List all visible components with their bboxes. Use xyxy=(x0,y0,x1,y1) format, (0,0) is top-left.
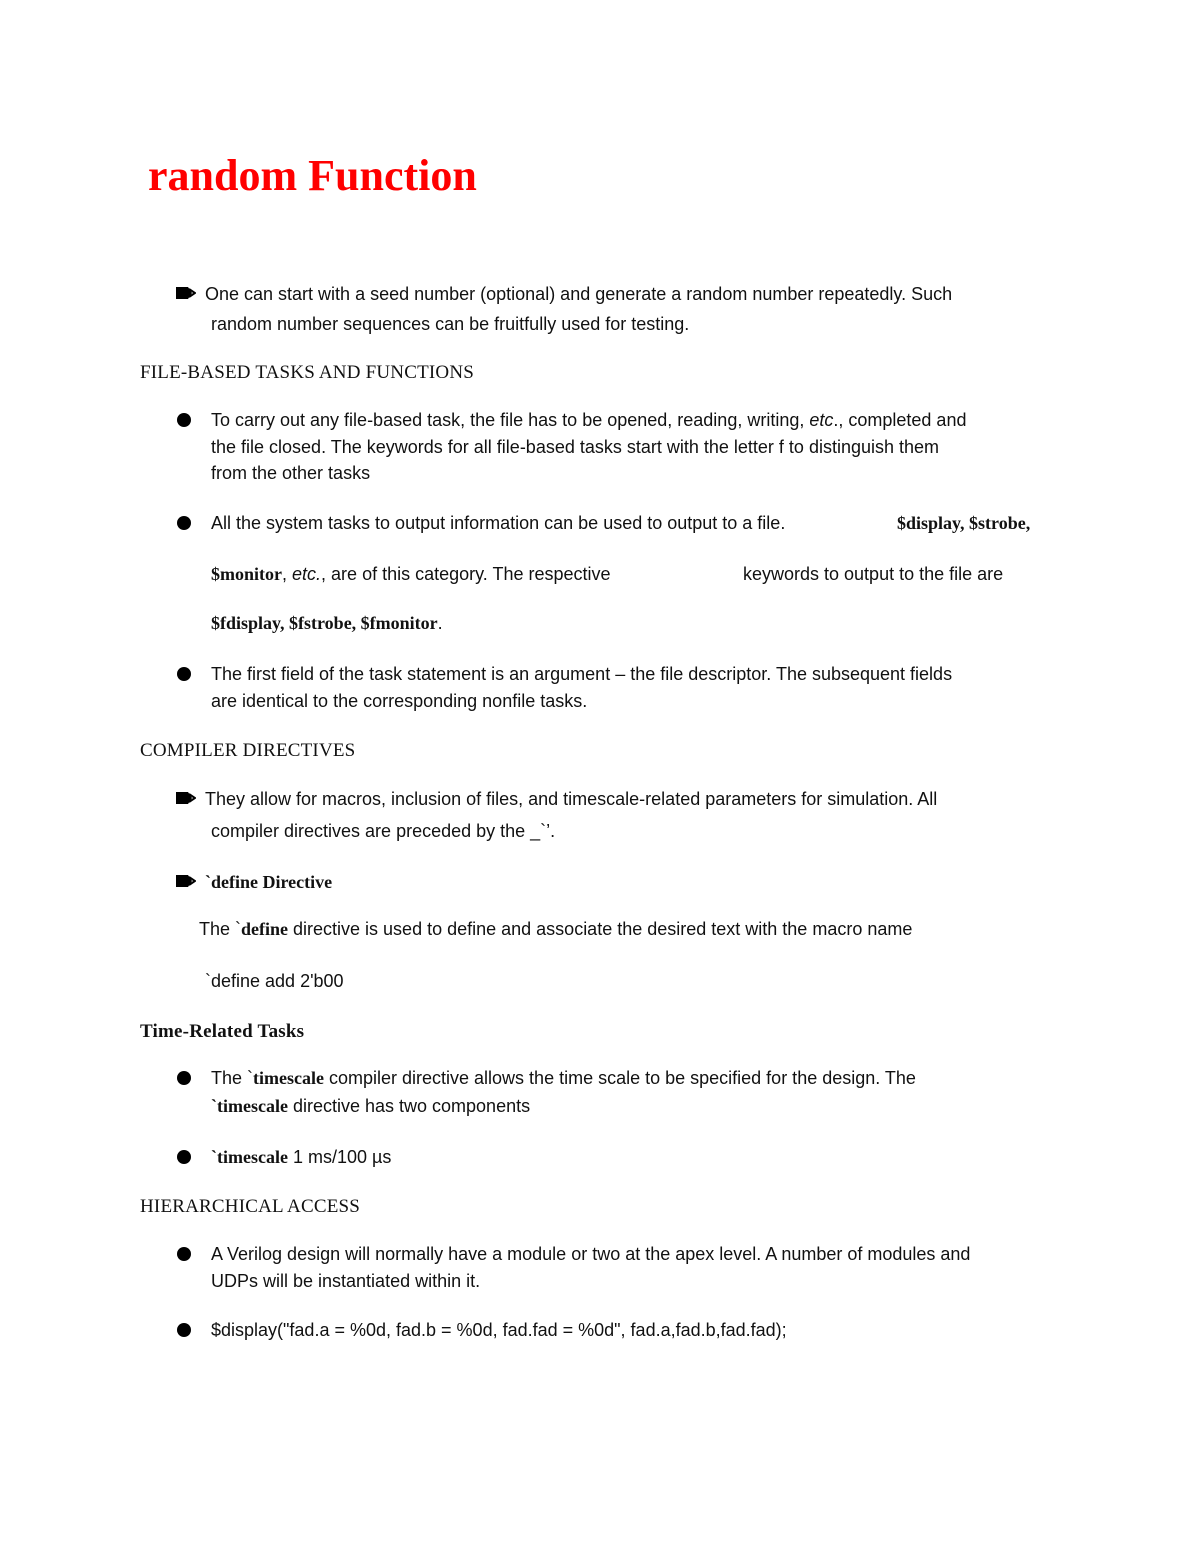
time-item2-post: 1 ms/100 µs xyxy=(287,1147,392,1167)
compiler-item1-line1: They allow for macros, inclusion of files, and timescale-related parameters for simulation. All xyxy=(205,789,938,809)
filled-circle-bullet-icon xyxy=(177,1071,191,1085)
random-line-1: One can start with a seed number (optional) and generate a random number repeatedly. Such xyxy=(205,284,953,304)
time-item1-pre: The ` xyxy=(211,1068,254,1088)
time-item1-line2-post: directive has two components xyxy=(287,1096,531,1116)
file-item2-line3 xyxy=(211,610,443,636)
section-heading-hierarchical: HIERARCHICAL ACCESS xyxy=(140,1196,361,1217)
filled-circle-bullet-icon xyxy=(177,516,191,530)
file-item2-line2-sep: , xyxy=(282,564,288,584)
file-item2-line1-text: All the system tasks to output information can be used to output to a file. xyxy=(211,513,786,533)
filled-circle-bullet-icon xyxy=(177,1323,191,1337)
define-keyword: define xyxy=(241,919,289,939)
define-description xyxy=(199,916,912,942)
file-item3-line1: The first field of the task statement is an argument – the file descriptor. The subsequent fields xyxy=(211,664,953,684)
arrow-bullet-icon xyxy=(174,283,196,303)
file-item1-line2: the file closed. The keywords for all file-based tasks start with the letter f to distinguish them xyxy=(211,437,940,457)
page-title: random Function xyxy=(148,151,477,200)
file-item1-line3: from the other tasks xyxy=(211,463,371,483)
arrow-bullet-icon xyxy=(174,788,196,808)
time-item2 xyxy=(211,1144,391,1170)
file-item1-line1-text: To carry out any file-based task, the file has to be opened, reading, writing, xyxy=(211,410,805,430)
file-item1-line1-italic: etc xyxy=(809,410,834,430)
file-item2-line1-bold: $display, $strobe, xyxy=(897,513,1031,533)
file-item2-line3-end: . xyxy=(437,613,443,633)
section-heading-time-related: Time-Related Tasks xyxy=(140,1021,305,1042)
define-desc-pre: The ` xyxy=(199,919,242,939)
time-item1-post: compiler directive allows the time scale to be specified for the design. The xyxy=(323,1068,916,1088)
filled-circle-bullet-icon xyxy=(177,413,191,427)
define-desc-post: directive is used to define and associate the desired text with the macro name xyxy=(288,919,913,939)
define-example: `define add 2'b00 xyxy=(205,971,344,991)
monitor-keyword: $monitor xyxy=(211,564,282,584)
filled-circle-bullet-icon xyxy=(177,667,191,681)
hier-item1-line1: A Verilog design will normally have a module or two at the apex level. A number of modules and xyxy=(211,1244,971,1264)
hier-item2: $display("fad.a = %0d, fad.b = %0d, fad.fad = %0d", fad.a,fad.b,fad.fad); xyxy=(211,1320,787,1340)
hier-item1-line2: UDPs will be instantiated within it. xyxy=(211,1271,481,1291)
file-item2-line2-mid: , are of this category. The respective xyxy=(321,564,611,584)
file-item1-line1-post: ., completed and xyxy=(833,410,967,430)
section-heading-file-based: FILE-BASED TASKS AND FUNCTIONS xyxy=(140,362,475,383)
timescale-keyword: timescale xyxy=(253,1068,324,1088)
filled-circle-bullet-icon xyxy=(177,1247,191,1261)
file-item2-line2-start xyxy=(211,561,611,587)
file-item1-line1 xyxy=(211,407,1057,433)
time-item1-line1 xyxy=(211,1065,1057,1091)
arrow-bullet-icon xyxy=(174,871,196,891)
file-item2-line2-italic: etc. xyxy=(292,564,322,584)
fdisplay-keywords: $fdisplay, $fstrobe, $fmonitor xyxy=(211,613,438,633)
file-item3-line2: are identical to the corresponding nonfile tasks. xyxy=(211,691,588,711)
time-item1-line2 xyxy=(211,1093,530,1119)
random-line-2: random number sequences can be fruitfully used for testing. xyxy=(211,314,690,334)
define-directive-heading: `define Directive xyxy=(205,872,333,892)
filled-circle-bullet-icon xyxy=(177,1150,191,1164)
timescale-keyword: `timescale xyxy=(211,1096,288,1116)
file-item2-line2-end: keywords to output to the file are xyxy=(743,564,1004,584)
section-heading-compiler: COMPILER DIRECTIVES xyxy=(140,740,356,761)
compiler-item1-line2: compiler directives are preceded by the _`’. xyxy=(211,821,556,841)
timescale-keyword: `timescale xyxy=(211,1147,288,1167)
